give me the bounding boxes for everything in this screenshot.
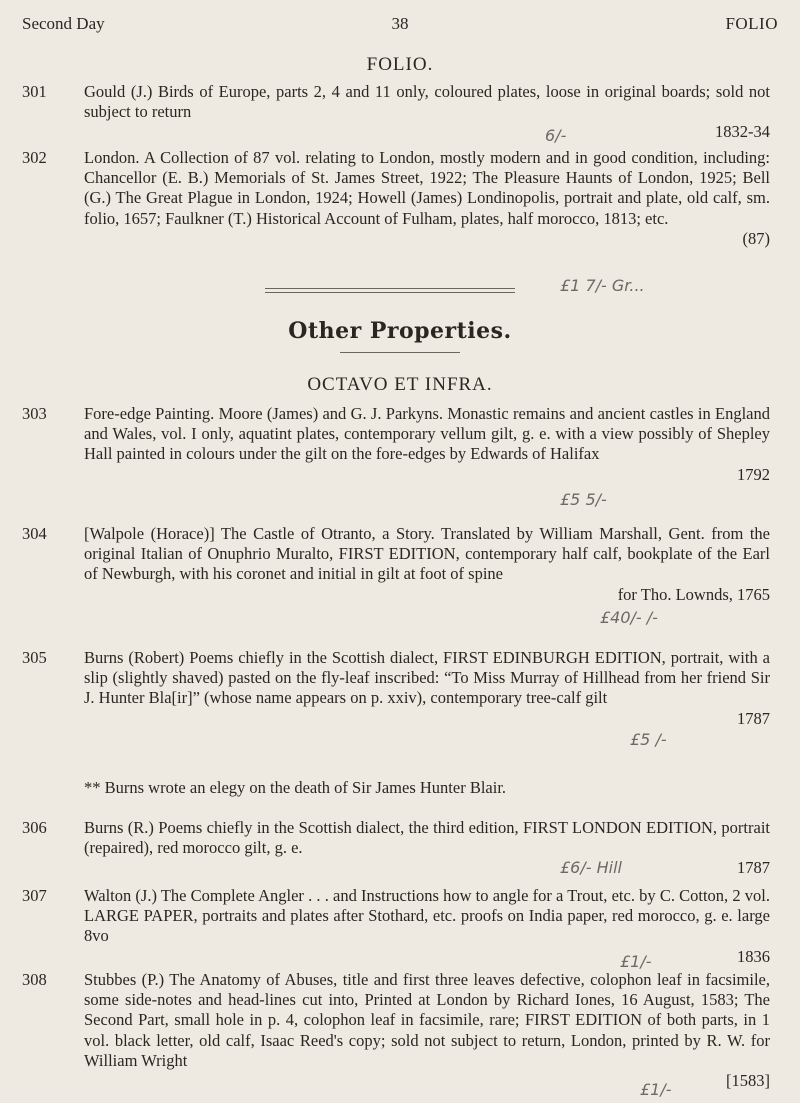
lot-entry xyxy=(22,886,770,967)
lot-number: 301 xyxy=(22,82,47,101)
pencil-price: £1 7/- Gr... xyxy=(560,276,645,295)
lot-description: [Walpole (Horace)] The Castle of Otranto, a Story. Translated by William Marshall, Gent. from the original Italian of Onuphrio Muralto, FIRST EDITION, contemporary half calf, bookplate of the Earl of Newburgh, with his coronet and initial in gilt at foot of spine xyxy=(84,524,770,584)
lot-description: Stubbes (P.) The Anatomy of Abuses, title and first three leaves defective, colophon leaf in facsimile, some side-notes and head-lines cut into, Printed at London by Richard Iones, 16 August, 1583; The Second Part, small hole in p. 4, colophon leaf in facsimile, rare; FIRST EDITION of both parts, in 1 vol. black letter, old calf, Isaac Reed's copy; sold not subject to return, London, printed by R. W. for William Wright xyxy=(84,970,770,1070)
lot-description: London. A Collection of 87 vol. relating to London, mostly modern and in good condition, including: Chancellor (E. B.) Memorials of St. James Street, 1922; The Pleasure Haunts of London, 1925; Bell (G.) The Great Plague in London, 1924; Howell (James) Londinopolis, portrait and plate, old calf, sm. folio, 1657; Faulkner (T.) Historical Account of Fulham, plates, half morocco, 1813; etc. xyxy=(84,148,770,228)
divider-rule xyxy=(265,292,515,293)
lot-date: 1836 xyxy=(737,946,770,966)
lot-entry xyxy=(22,148,770,249)
pencil-price: £40/- /- xyxy=(600,608,658,627)
pencil-price: 6/- xyxy=(545,126,567,145)
lot-date: [1583] xyxy=(726,1071,770,1091)
lot-entry xyxy=(22,82,770,143)
lot-number: 307 xyxy=(22,886,47,905)
lot-note: ** Burns wrote an elegy on the death of Sir James Hunter Blair. xyxy=(84,778,507,797)
lot-entry xyxy=(22,970,770,1091)
running-head-day: Second Day xyxy=(22,14,105,33)
section-title-octavo: OCTAVO ET INFRA. xyxy=(307,374,493,395)
lot-number: 305 xyxy=(22,648,47,667)
lot-date: (87) xyxy=(742,228,770,248)
lot-description: Walton (J.) The Complete Angler . . . and Instructions how to angle for a Trout, etc. by C. Cotton, 2 vol. LARGE PAPER, portraits and plates after Stothard, etc. proofs on India paper, red morocco, g. e. large 8vo xyxy=(84,886,770,946)
lot-date: 1832-34 xyxy=(715,122,770,142)
lot-description: Burns (R.) Poems chiefly in the Scottish dialect, the third edition, FIRST LONDON EDITION, portrait (repaired), red morocco gilt, g. e. xyxy=(84,818,770,858)
lot-number: 308 xyxy=(22,970,47,989)
lot-description: Fore-edge Painting. Moore (James) and G. J. Parkyns. Monastic remains and ancient castles in England and Wales, vol. I only, aquatint plates, contemporary vellum gilt, g. e. with a view possibly of Shepley Hall painted in colours under the gilt on the fore-edges by Edwards of Halifax xyxy=(84,404,770,464)
divider-rule xyxy=(265,288,515,289)
pencil-price: £5 /- xyxy=(630,730,667,749)
pencil-price: £1/- xyxy=(620,952,652,971)
running-head-format: FOLIO xyxy=(725,14,778,33)
lot-entry xyxy=(22,404,770,485)
lot-entry xyxy=(22,648,770,729)
section-title-other-properties: Other Properties. xyxy=(288,318,512,344)
lot-entry xyxy=(22,818,770,879)
lot-number: 302 xyxy=(22,148,47,167)
lot-date: 1787 xyxy=(737,858,770,878)
lot-date: 1792 xyxy=(737,464,770,484)
divider-rule xyxy=(340,352,460,353)
lot-date: for Tho. Lownds, 1765 xyxy=(617,584,770,604)
lot-number: 304 xyxy=(22,524,47,543)
pencil-price: £1/- xyxy=(640,1080,672,1099)
pencil-price: £6/- Hill xyxy=(560,858,622,877)
section-title-folio: FOLIO. xyxy=(366,54,434,75)
page-number: 38 xyxy=(391,14,409,33)
pencil-price: £5 5/- xyxy=(560,490,607,509)
lot-date: 1787 xyxy=(737,708,770,728)
lot-entry xyxy=(22,524,770,605)
running-head xyxy=(22,14,778,38)
lot-number: 306 xyxy=(22,818,47,837)
lot-description: Gould (J.) Birds of Europe, parts 2, 4 and 11 only, coloured plates, loose in original boards; sold not subject to return xyxy=(84,82,770,122)
lot-description: Burns (Robert) Poems chiefly in the Scottish dialect, FIRST EDINBURGH EDITION, portrait, with a slip (slightly shaved) pasted on the fly-leaf inscribed: “To Miss Murray of Hillhead from her friend Sir J. Hunter Bla[ir]” (whose name appears on p. xxiv), contemporary tree-calf gilt xyxy=(84,648,770,708)
lot-number: 303 xyxy=(22,404,47,423)
